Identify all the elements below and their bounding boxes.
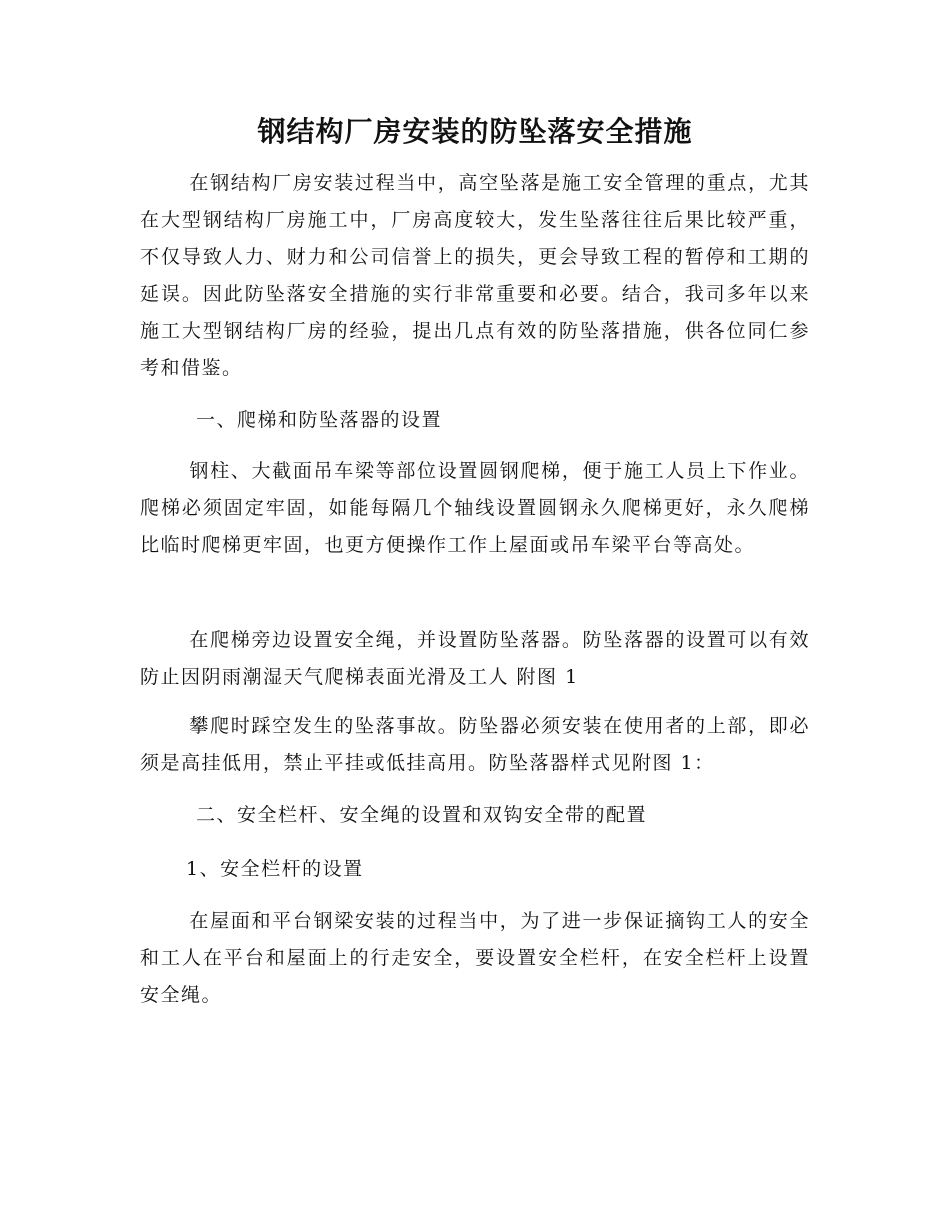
intro-paragraph: 在钢结构厂房安装过程当中，高空坠落是施工安全管理的重点，尤其在大型钢结构厂房施工中，厂房高度较大，发生坠落往往后果比较严重，不仅导致人力、财力和公司信誉上的损失，更会导致工程的暂停和工期的延误。因此防坠落安全措施的实行非常重要和必要。结合，我司多年以来施工大型钢结构厂房的经验，提出几点有效的防坠落措施，供各位同仁参考和借鉴。 [140, 172, 810, 379]
section-2-heading: 二、安全栏杆、安全绳的设置和双钩安全带的配置 [196, 804, 648, 826]
safety-rope-paragraph: 在爬梯旁边设置安全绳，并设置防坠落器。防坠落器的设置可以有效防止因阴雨潮湿天气爬梯表面光滑及工人 附图 1 [140, 629, 810, 688]
climbing-paragraph: 攀爬时踩空发生的坠落事故。防坠器必须安装在使用者的上部，即必须是高挂低用，禁止平挂或低挂高用。防坠落器样式见附图 1： [140, 715, 810, 774]
ladder-paragraph: 钢柱、大截面吊车梁等部位设置圆钢爬梯，便于施工人员上下作业。爬梯必须固定牢固，如能每隔几个轴线设置圆钢永久爬梯更好，永久爬梯比临时爬梯更牢固，也更方便操作工作上屋面或吊车梁平台等高处。 [140, 460, 810, 556]
section-1-heading: 一、爬梯和防坠落器的设置 [196, 409, 443, 431]
railing-paragraph: 在屋面和平台钢梁安装的过程当中，为了进一步保证摘钩工人的安全和工人在平台和屋面上的行走安全，要设置安全栏杆，在安全栏杆上设置安全绳。 [140, 910, 810, 1006]
section-2-1-heading: 1、安全栏杆的设置 [186, 858, 364, 880]
document-title: 钢结构厂房安装的防坠落安全措施 [257, 115, 693, 148]
